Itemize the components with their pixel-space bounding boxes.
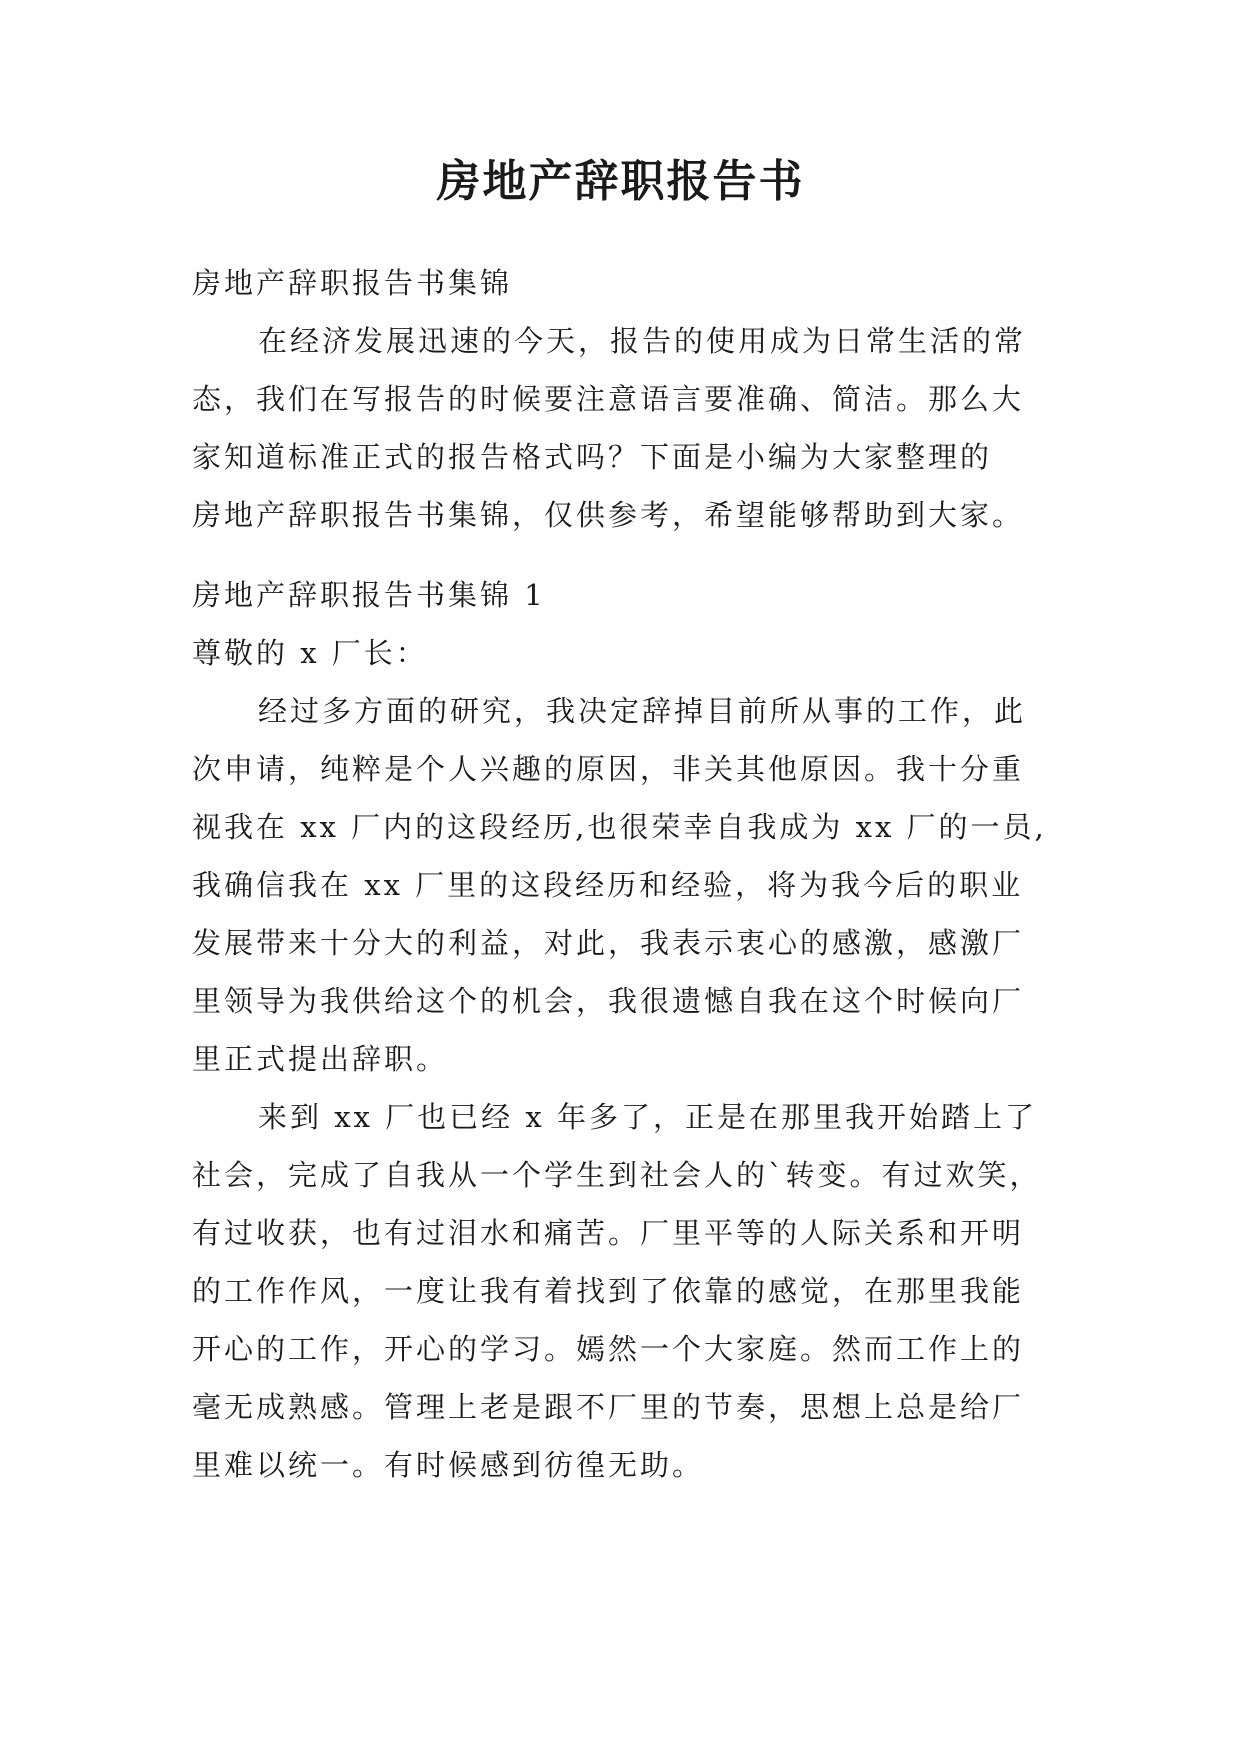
section-heading: 房地产辞职报告书集锦 1 [192, 578, 546, 612]
document-title: 房地产辞职报告书 [436, 156, 805, 207]
intro-line: 家知道标准正式的报告格式吗？下面是小编为大家整理的 [192, 440, 993, 474]
paragraph-line: 来到 xx 厂也已经 x 年多了，正是在那里我开始踏上了 [258, 1100, 1037, 1134]
paragraph-line: 毫无成熟感。管理上老是跟不厂里的节奏，思想上总是给厂 [192, 1390, 1025, 1424]
paragraph-line: 视我在 xx 厂内的这段经历,也很荣幸自我成为 xx 厂的一员, [192, 810, 1047, 844]
paragraph-line: 里难以统一。有时候感到彷徨无助。 [192, 1448, 705, 1482]
paragraph-line: 经过多方面的研究，我决定辞掉目前所从事的工作，此 [258, 694, 1027, 728]
intro-block [192, 254, 1062, 544]
paragraph-line: 有过收获，也有过泪水和痛苦。厂里平等的人际关系和开明 [192, 1216, 1025, 1250]
collection-subtitle: 房地产辞职报告书集锦 [192, 266, 513, 300]
paragraph-line: 次申请，纯粹是个人兴趣的原因，非关其他原因。我十分重 [192, 752, 1025, 786]
intro-line: 在经济发展迅速的今天，报告的使用成为日常生活的常 [258, 324, 1027, 358]
paragraph-line: 开心的工作，开心的学习。嫣然一个大家庭。然而工作上的 [192, 1332, 1025, 1366]
letter-block [192, 566, 1062, 1494]
paragraph-line: 我确信我在 xx 厂里的这段经历和经验，将为我今后的职业 [192, 868, 1024, 902]
paragraph-line: 社会，完成了自我从一个学生到社会人的`转变。有过欢笑， [192, 1158, 1042, 1192]
salutation: 尊敬的 x 厂长： [192, 636, 428, 670]
intro-line: 态，我们在写报告的时候要注意语言要准确、简洁。那么大 [192, 382, 1025, 416]
paragraph-line: 里正式提出辞职。 [192, 1042, 449, 1076]
paragraph-line: 里领导为我供给这个的机会，我很遗憾自我在这个时候向厂 [192, 984, 1025, 1018]
paragraph-line: 发展带来十分大的利益，对此，我表示衷心的感激，感激厂 [192, 926, 1025, 960]
intro-line: 房地产辞职报告书集锦，仅供参考，希望能够帮助到大家。 [192, 498, 1025, 532]
paragraph-line: 的工作作风，一度让我有着找到了依靠的感觉，在那里我能 [192, 1274, 1025, 1308]
